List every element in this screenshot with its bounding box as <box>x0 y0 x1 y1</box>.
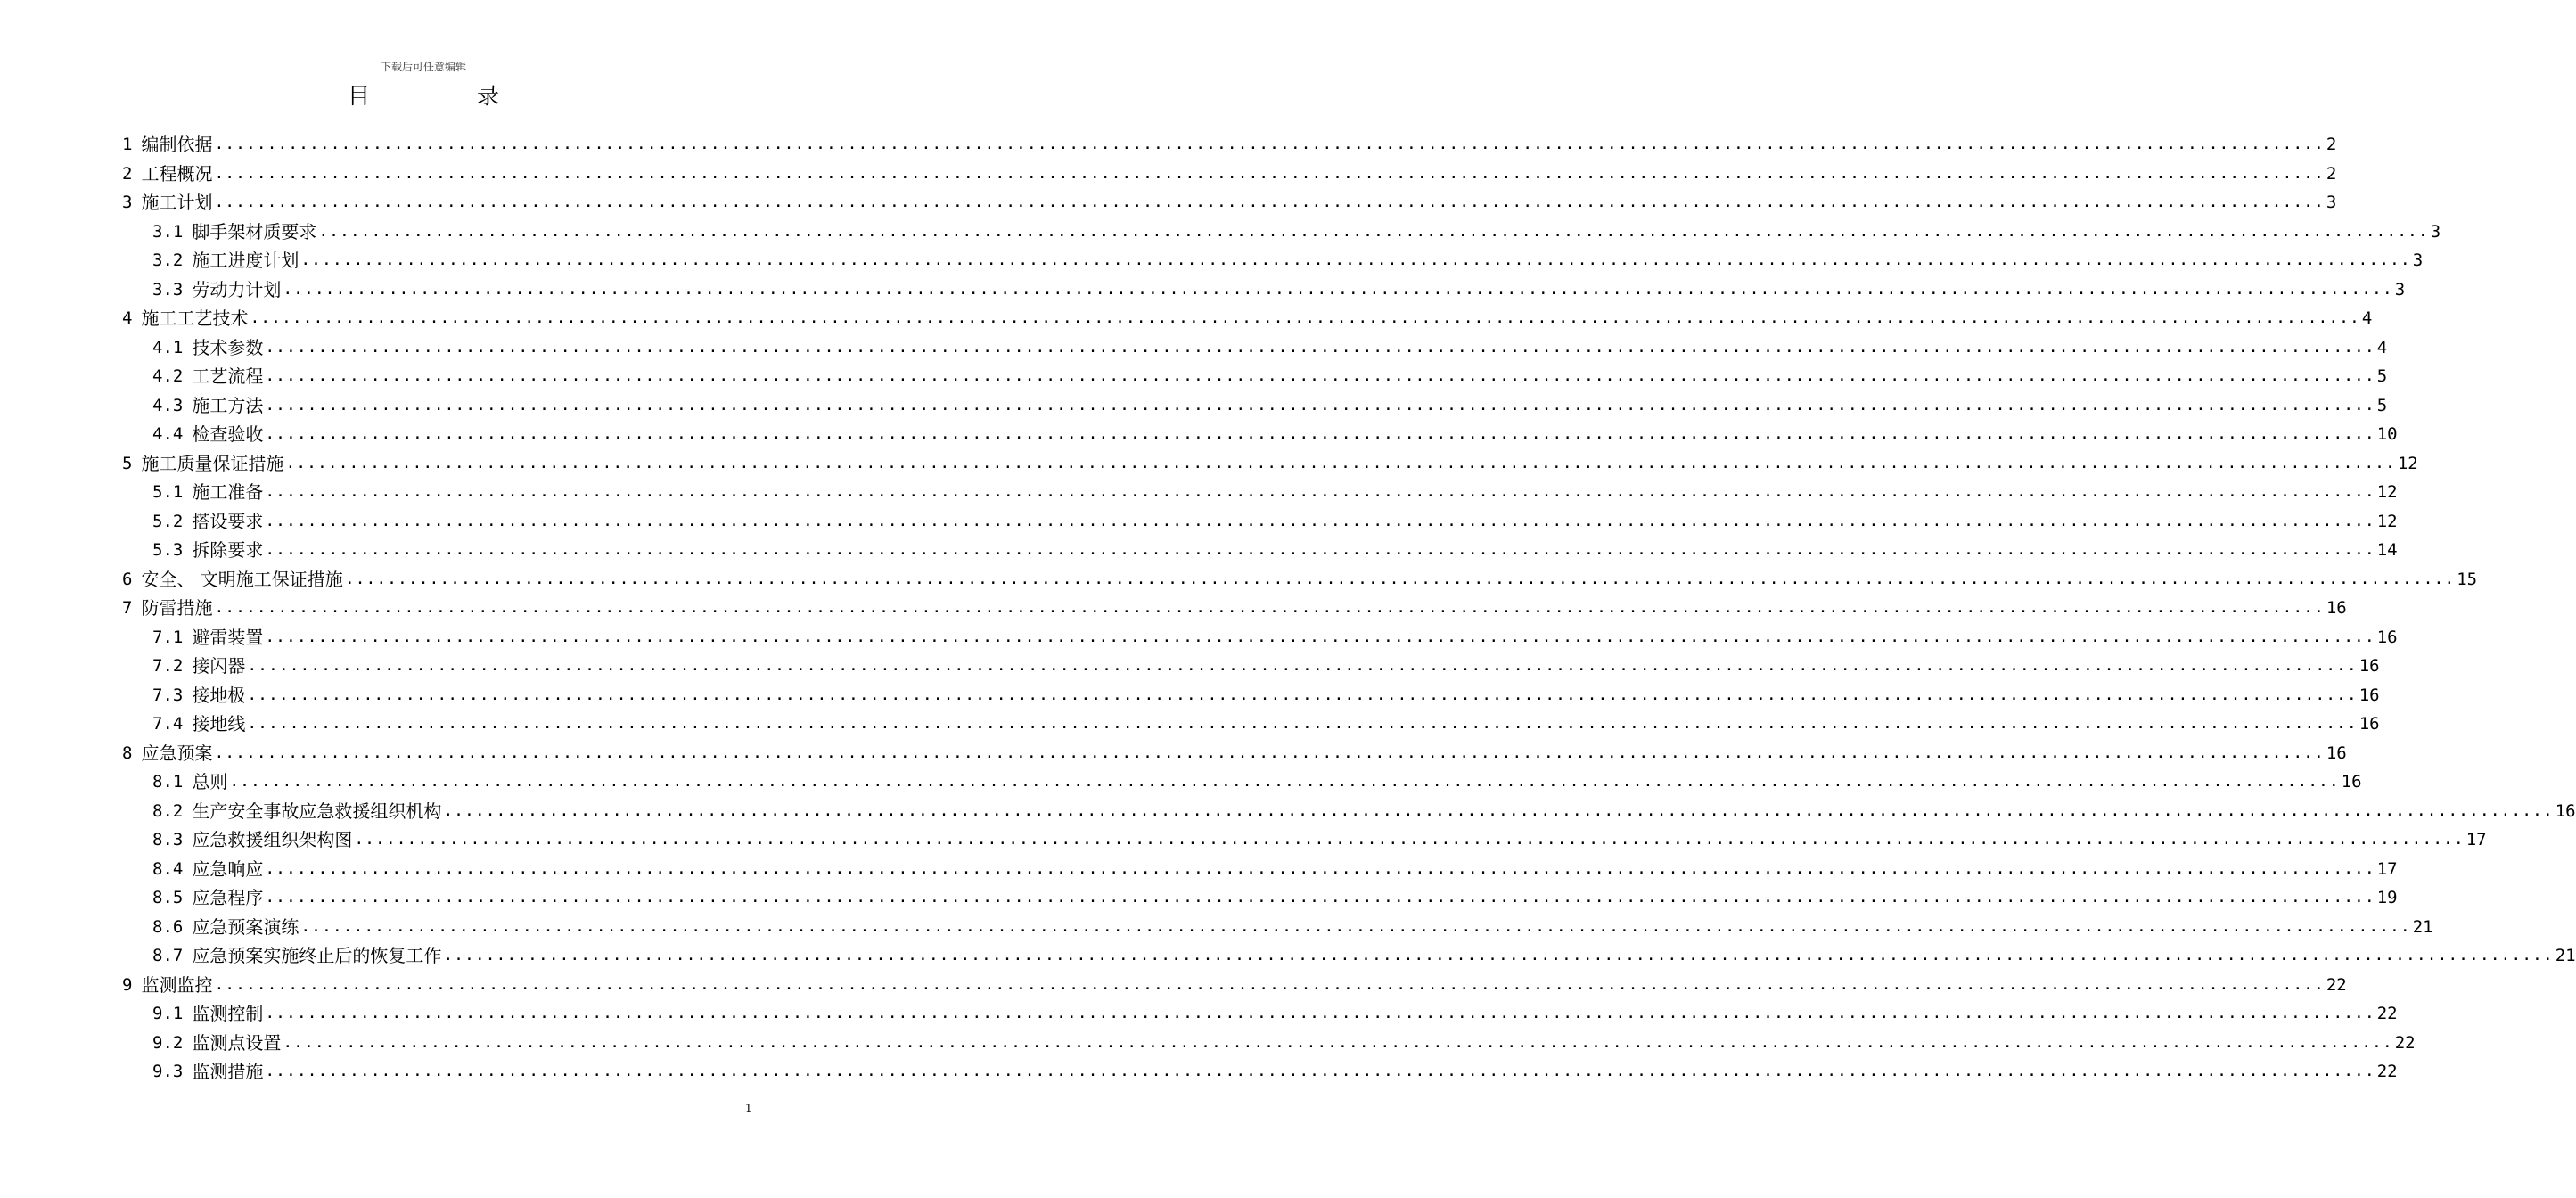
toc-entry[interactable] <box>152 824 2487 852</box>
toc-entry[interactable] <box>152 621 2398 650</box>
toc-entry-page: 21 <box>2555 946 2576 965</box>
toc-entry[interactable] <box>152 1055 2398 1084</box>
toc-dot-leader: ........................................................................................................................................................................................................ <box>265 858 2375 878</box>
toc-dot-leader: ........................................................................................................................................................................................................ <box>214 974 2325 994</box>
toc-entry-page: 3 <box>2326 193 2337 212</box>
toc-dot-leader: ........................................................................................................................................................................................................ <box>344 569 2456 588</box>
toc-entry-title: 总则 <box>192 771 228 792</box>
toc-entry[interactable] <box>152 390 2388 418</box>
toc-entry-number: 8.4 <box>152 858 184 879</box>
toc-entry[interactable] <box>122 128 2337 157</box>
toc-entry-title: 编制依据 <box>141 134 213 155</box>
toc-entry[interactable] <box>122 969 2347 997</box>
toc-dot-leader: ........................................................................................................................................................................................................ <box>250 308 2360 327</box>
toc-entry-number: 3.1 <box>152 221 184 242</box>
toc-entry-title: 工艺流程 <box>192 365 264 387</box>
toc-entry-page: 22 <box>2376 1062 2398 1081</box>
toc-entry-page: 10 <box>2376 424 2398 444</box>
toc-entry-number: 8.3 <box>152 830 184 849</box>
toc-entry[interactable] <box>152 505 2398 534</box>
toc-entry[interactable] <box>152 911 2433 940</box>
toc-dot-leader: ........................................................................................................................................................................................................ <box>300 250 2411 269</box>
toc-dot-leader: ........................................................................................................................................................................................................ <box>318 221 2429 241</box>
toc-entry-number: 7.2 <box>152 656 184 676</box>
toc-entry-title: 施工工艺技术 <box>141 308 249 329</box>
toc-dot-leader: ........................................................................................................................................................................................................ <box>247 714 2358 733</box>
toc-dot-leader: ........................................................................................................................................................................................................ <box>214 598 2325 617</box>
toc-entry-page: 2 <box>2326 163 2337 184</box>
toc-entry[interactable] <box>122 186 2337 215</box>
toc-entry-number: 7.3 <box>152 685 184 705</box>
toc-entry-number: 4.4 <box>152 424 184 444</box>
toc-entry-number: 8.2 <box>152 800 184 821</box>
toc-dot-leader: ........................................................................................................................................................................................................ <box>247 656 2358 675</box>
toc-dot-leader: ........................................................................................................................................................................................................ <box>265 540 2375 559</box>
toc-entry-number: 3 <box>122 193 133 212</box>
toc-entry-number: 8.7 <box>152 946 184 965</box>
toc-entry-title: 应急程序 <box>192 887 264 908</box>
toc-entry-title: 应急响应 <box>192 857 264 880</box>
toc-entry[interactable] <box>122 447 2418 476</box>
toc-dot-leader: ........................................................................................................................................................................................................ <box>265 888 2375 907</box>
toc-entry[interactable] <box>152 216 2441 244</box>
toc-entry-number: 4.3 <box>152 395 184 415</box>
toc-entry[interactable] <box>152 534 2398 562</box>
toc-entry-title: 拆除要求 <box>192 539 264 561</box>
toc-entry-title: 检查验收 <box>192 423 264 445</box>
toc-entry[interactable] <box>152 679 2380 708</box>
toc-dot-leader: ........................................................................................................................................................................................................ <box>214 743 2325 762</box>
toc-entry-title: 监测措施 <box>192 1061 264 1082</box>
toc-dot-leader: ........................................................................................................................................................................................................ <box>265 337 2375 357</box>
toc-entry[interactable] <box>152 795 2576 824</box>
toc-entry-number: 7.4 <box>152 714 184 734</box>
toc-dot-leader: ........................................................................................................................................................................................................ <box>247 685 2358 704</box>
toc-dot-leader: ........................................................................................................................................................................................................ <box>229 772 2340 791</box>
page-number: 1 <box>745 1102 752 1114</box>
toc-entry[interactable] <box>152 766 2362 794</box>
toc-entry[interactable] <box>152 360 2388 389</box>
toc-dot-leader: ........................................................................................................................................................................................................ <box>354 830 2465 849</box>
toc-entry-number: 5 <box>122 453 133 473</box>
toc-entry-number: 9.1 <box>152 1004 184 1023</box>
toc-dot-leader: ........................................................................................................................................................................................................ <box>265 627 2375 646</box>
toc-entry[interactable] <box>152 882 2398 910</box>
toc-entry-number: 4.2 <box>152 366 184 386</box>
toc-entry-title: 监测控制 <box>192 1003 264 1024</box>
toc-entry-page: 16 <box>2341 772 2362 792</box>
toc-entry-page: 12 <box>2376 482 2398 502</box>
toc-entry-page: 15 <box>2457 569 2478 589</box>
toc-dot-leader: ........................................................................................................................................................................................................ <box>265 395 2375 414</box>
toc-entry-title: 搭设要求 <box>192 510 264 532</box>
toc-entry-number: 2 <box>122 163 133 184</box>
toc-entry-title: 施工方法 <box>192 394 264 416</box>
toc-entry-page: 17 <box>2465 830 2487 849</box>
toc-entry-page: 5 <box>2376 366 2388 386</box>
toc-entry-title: 施工准备 <box>192 481 264 503</box>
toc-entry-number: 1 <box>122 135 133 154</box>
page-title: 目 录 <box>348 83 549 109</box>
toc-entry[interactable] <box>152 650 2380 678</box>
toc-entry-page: 16 <box>2326 598 2347 618</box>
toc-entry[interactable] <box>152 418 2398 447</box>
toc-entry[interactable] <box>152 332 2388 360</box>
toc-dot-leader: ........................................................................................................................................................................................................ <box>265 366 2375 385</box>
toc-entry-title: 避雷装置 <box>192 626 264 648</box>
toc-entry-page: 22 <box>2376 1004 2398 1023</box>
toc-entry-title: 工程概况 <box>141 162 213 185</box>
toc-entry-number: 7 <box>122 598 133 618</box>
toc-entry-title: 接闪器 <box>192 655 246 677</box>
toc-entry-number: 5.1 <box>152 482 184 502</box>
toc-entry-number: 6 <box>122 569 133 589</box>
toc-entry-number: 3.2 <box>152 250 184 270</box>
toc-entry[interactable] <box>122 158 2337 186</box>
toc-entry-number: 8.1 <box>152 772 184 792</box>
toc-entry-page: 16 <box>2555 800 2576 821</box>
toc-dot-leader: ........................................................................................................................................................................................................ <box>214 193 2325 211</box>
toc-entry-title: 应急预案实施终止后的恢复工作 <box>192 945 442 966</box>
toc-dot-leader: ........................................................................................................................................................................................................ <box>265 1062 2375 1080</box>
toc-dot-leader: ........................................................................................................................................................................................................ <box>300 916 2411 936</box>
toc-dot-leader: ........................................................................................................................................................................................................ <box>265 1004 2375 1022</box>
header-note: 下载后可任意编辑 <box>380 61 466 73</box>
toc-entry-title: 应急救援组织架构图 <box>192 829 353 850</box>
toc-entry-page: 17 <box>2376 858 2398 879</box>
toc-entry-page: 16 <box>2326 743 2347 763</box>
toc-dot-leader: ........................................................................................................................................................................................................ <box>265 424 2375 443</box>
toc-dot-leader: ........................................................................................................................................................................................................ <box>443 946 2554 964</box>
toc-entry[interactable] <box>122 563 2478 592</box>
toc-dot-leader: ........................................................................................................................................................................................................ <box>265 482 2375 501</box>
toc-entry-page: 22 <box>2326 974 2347 995</box>
toc-entry[interactable] <box>152 708 2380 736</box>
toc-entry-page: 3 <box>2394 279 2406 300</box>
toc-entry[interactable] <box>152 244 2424 273</box>
toc-entry-number: 9.2 <box>152 1032 184 1053</box>
toc-entry-title: 防雷措施 <box>141 597 213 619</box>
toc-entry[interactable] <box>122 737 2347 766</box>
toc-entry[interactable] <box>122 592 2347 620</box>
toc-entry[interactable] <box>152 1027 2416 1055</box>
toc-entry-page: 3 <box>2412 250 2424 270</box>
toc-entry-page: 16 <box>2359 685 2380 705</box>
toc-entry-page: 16 <box>2359 656 2380 676</box>
toc-entry-number: 5.2 <box>152 511 184 531</box>
toc-entry-title: 安全、 文明施工保证措施 <box>141 568 343 590</box>
toc-entry-number: 8.6 <box>152 916 184 937</box>
toc-entry-number: 7.1 <box>152 627 184 647</box>
toc-entry[interactable] <box>152 476 2398 505</box>
toc-entry-page: 12 <box>2397 453 2418 473</box>
toc-entry-number: 4 <box>122 308 133 328</box>
toc-entry-title: 技术参数 <box>192 336 264 358</box>
toc-entry-page: 14 <box>2376 540 2398 560</box>
toc-entry-number: 9 <box>122 974 133 995</box>
toc-dot-leader: ........................................................................................................................................................................................................ <box>443 800 2554 820</box>
toc-entry[interactable] <box>152 274 2406 302</box>
toc-entry-page: 2 <box>2326 135 2337 154</box>
toc-entry-number: 5.3 <box>152 540 184 560</box>
toc-entry[interactable] <box>122 302 2373 331</box>
toc-entry-number: 9.3 <box>152 1062 184 1081</box>
toc-dot-leader: ........................................................................................................................................................................................................ <box>214 163 2325 183</box>
toc-dot-leader: ........................................................................................................................................................................................................ <box>283 279 2393 299</box>
toc-entry-page: 4 <box>2376 337 2388 357</box>
toc-dot-leader: ........................................................................................................................................................................................................ <box>285 453 2396 472</box>
toc-entry-number: 4.1 <box>152 337 184 357</box>
toc-entry-page: 16 <box>2376 627 2398 647</box>
toc-entry-title: 劳动力计划 <box>192 278 282 300</box>
toc-entry-number: 3.3 <box>152 279 184 300</box>
toc-entry-title: 施工计划 <box>141 192 213 213</box>
toc-entry-number: 8 <box>122 743 133 763</box>
toc-entry-title: 监测点设置 <box>192 1031 282 1054</box>
toc-entry[interactable] <box>152 997 2398 1026</box>
toc-entry-number: 8.5 <box>152 888 184 907</box>
toc-entry-title: 脚手架材质要求 <box>192 220 317 242</box>
toc-entry[interactable] <box>152 853 2398 882</box>
toc-dot-leader: ........................................................................................................................................................................................................ <box>283 1032 2393 1052</box>
toc-entry-title: 应急预案演练 <box>192 915 299 938</box>
toc-entry-page: 5 <box>2376 395 2388 415</box>
toc-entry-title: 应急预案 <box>141 742 213 764</box>
toc-entry-page: 21 <box>2412 916 2433 937</box>
toc-entry-page: 4 <box>2361 308 2373 328</box>
toc-entry-page: 22 <box>2394 1032 2416 1053</box>
toc-entry-title: 接地线 <box>192 713 246 734</box>
toc-entry-title: 施工进度计划 <box>192 250 299 271</box>
toc-dot-leader: ........................................................................................................................................................................................................ <box>214 135 2325 153</box>
toc-entry-title: 接地极 <box>192 684 246 706</box>
toc-entry[interactable] <box>152 940 2576 968</box>
toc-dot-leader: ........................................................................................................................................................................................................ <box>265 511 2375 530</box>
toc-entry-page: 3 <box>2430 221 2441 242</box>
toc-entry-title: 生产安全事故应急救援组织机构 <box>192 800 442 822</box>
toc-entry-title: 监测监控 <box>141 973 213 996</box>
toc-entry-title: 施工质量保证措施 <box>141 452 284 474</box>
toc-entry-page: 12 <box>2376 511 2398 531</box>
toc-entry-page: 19 <box>2376 888 2398 907</box>
toc-entry-page: 16 <box>2359 714 2380 734</box>
